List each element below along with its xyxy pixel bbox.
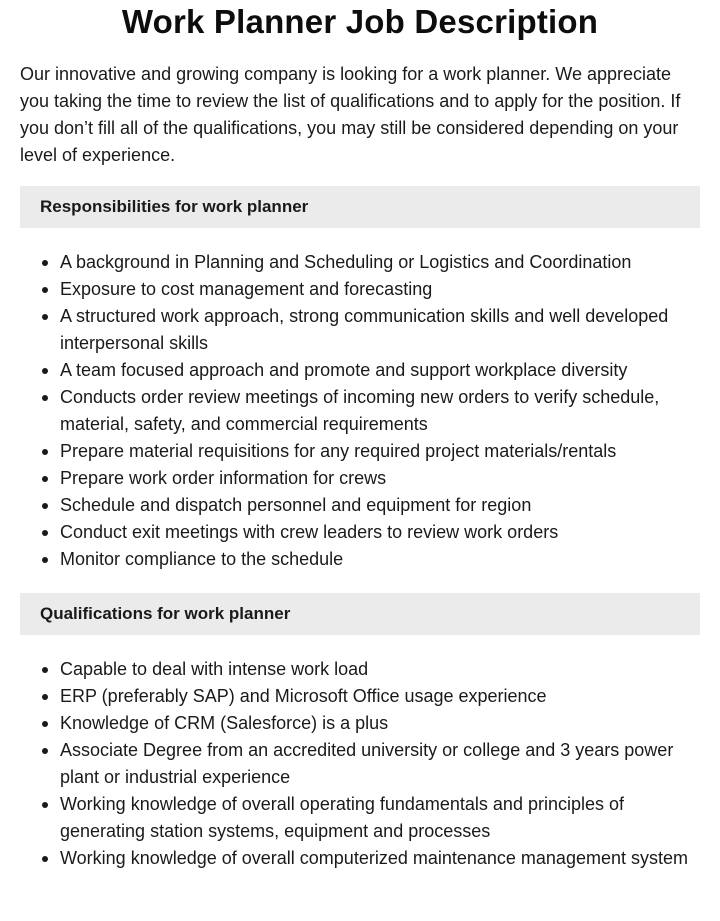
list-item: A team focused approach and promote and support workplace diversity bbox=[60, 357, 700, 384]
qualifications-header bbox=[20, 593, 700, 635]
list-item: ERP (preferably SAP) and Microsoft Office usage experience bbox=[60, 683, 700, 710]
list-item: Prepare material requisitions for any required project materials/rentals bbox=[60, 438, 700, 465]
list-item: Conduct exit meetings with crew leaders to review work orders bbox=[60, 519, 700, 546]
qualifications-list bbox=[20, 656, 700, 872]
responsibilities-heading: Responsibilities for work planner bbox=[40, 197, 309, 216]
list-item: Working knowledge of overall operating fundamentals and principles of generating station systems, equipment and processes bbox=[60, 791, 700, 845]
responsibilities-header bbox=[20, 186, 700, 228]
list-item: Knowledge of CRM (Salesforce) is a plus bbox=[60, 710, 700, 737]
list-item: Associate Degree from an accredited university or college and 3 years power plant or industrial experience bbox=[60, 737, 700, 791]
page-title: Work Planner Job Description bbox=[121, 3, 599, 40]
responsibilities-list bbox=[20, 249, 700, 573]
qualifications-heading: Qualifications for work planner bbox=[40, 604, 291, 623]
list-item: A structured work approach, strong communication skills and well developed interpersonal skills bbox=[60, 303, 700, 357]
list-item: Prepare work order information for crews bbox=[60, 465, 700, 492]
list-item: Schedule and dispatch personnel and equipment for region bbox=[60, 492, 700, 519]
intro-paragraph: Our innovative and growing company is looking for a work planner. We appreciate you taking the time to review the list of qualifications and to apply for the position. If you don’t fill all of the qualifications, you may still be considered depending on your level of experience. bbox=[20, 64, 681, 165]
list-item: A background in Planning and Scheduling or Logistics and Coordination bbox=[60, 249, 700, 276]
list-item: Monitor compliance to the schedule bbox=[60, 546, 700, 573]
list-item: Conducts order review meetings of incoming new orders to verify schedule, material, safety, and commercial requirements bbox=[60, 384, 700, 438]
list-item: Exposure to cost management and forecasting bbox=[60, 276, 700, 303]
list-item: Capable to deal with intense work load bbox=[60, 656, 700, 683]
list-item: Working knowledge of overall computerized maintenance management system bbox=[60, 845, 700, 872]
